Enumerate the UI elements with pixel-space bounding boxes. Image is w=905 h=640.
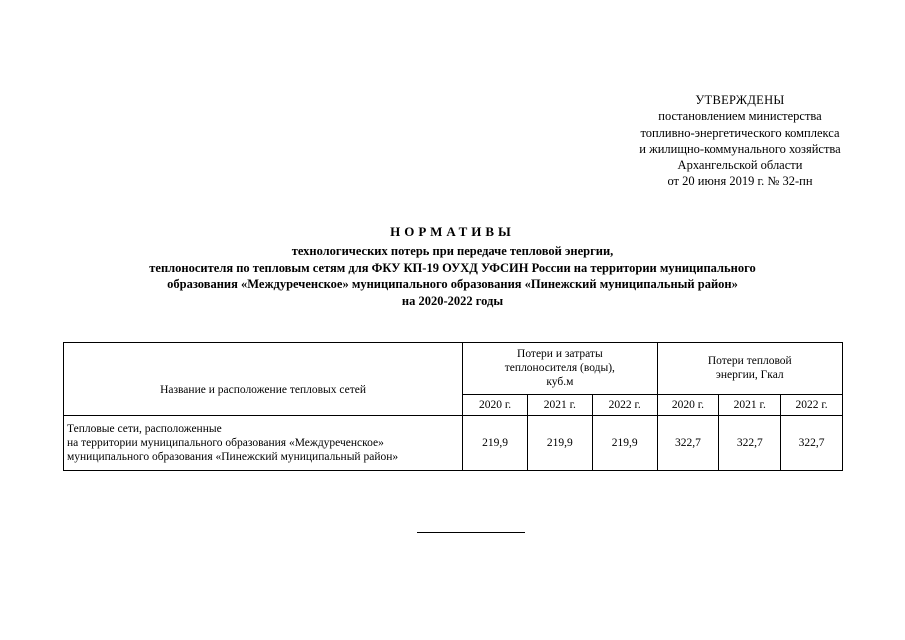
norms-table (63, 342, 843, 471)
approval-line: постановлением министерства (658, 109, 822, 124)
approval-date: от 20 июня 2019 г. № 32-пн (667, 174, 813, 189)
year-header: 2022 г. (592, 394, 657, 415)
table-header-row (64, 343, 843, 395)
value-cell: 322,7 (719, 416, 781, 471)
value-cell: 219,9 (592, 416, 657, 471)
heading-period: на 2020-2022 годы (401, 294, 504, 309)
header-heat-losses (657, 343, 842, 395)
header-heat-line: Потери тепловой (707, 355, 792, 368)
closing-divider (417, 532, 525, 533)
approval-line: топливно-энергетического комплекса (640, 125, 840, 140)
heading-line: технологических потерь при передаче тепловой энергии, (291, 243, 614, 258)
network-name-line: Тепловые сети, расположенные (67, 423, 222, 435)
approval-line: и жилищно-коммунального хозяйства (639, 141, 841, 156)
value-cell: 322,7 (781, 416, 843, 471)
value-cell: 322,7 (657, 416, 719, 471)
document-heading (40, 224, 865, 310)
header-network-name (64, 343, 463, 416)
network-name-cell (64, 416, 463, 471)
value-cell: 219,9 (463, 416, 528, 471)
year-header: 2020 г. (657, 394, 719, 415)
document-title: НОРМАТИВЫ (390, 224, 515, 239)
year-header: 2021 г. (527, 394, 592, 415)
header-water-line: Потери и затраты (517, 348, 603, 361)
approval-line: Архангельской области (677, 158, 803, 173)
heading-line: теплоносителя по тепловым сетям для ФКУ КП-19 ОУХД УФСИН России на территории муниципального (149, 260, 756, 275)
year-header: 2022 г. (781, 394, 843, 415)
header-water-line: теплоносителя (воды), (504, 362, 615, 375)
year-header: 2021 г. (719, 394, 781, 415)
network-name-line: на территории муниципального образования «Междуреченское» (67, 437, 384, 449)
table-row (64, 416, 843, 471)
heading-line: образования «Междуреченское» муниципального образования «Пинежский муниципальный район» (167, 277, 738, 292)
network-name-line: муниципального образования «Пинежский муниципальный район» (67, 451, 399, 463)
value-cell: 219,9 (527, 416, 592, 471)
approval-title: УТВЕРЖДЕНЫ (695, 93, 785, 107)
year-header: 2020 г. (463, 394, 528, 415)
header-water-unit: куб.м (546, 376, 574, 389)
header-heat-unit: энергии, Гкал (715, 369, 784, 382)
header-water-losses (463, 343, 657, 395)
header-network-name-label: Название и расположение тепловых сетей (160, 384, 367, 396)
approval-block (600, 92, 880, 190)
